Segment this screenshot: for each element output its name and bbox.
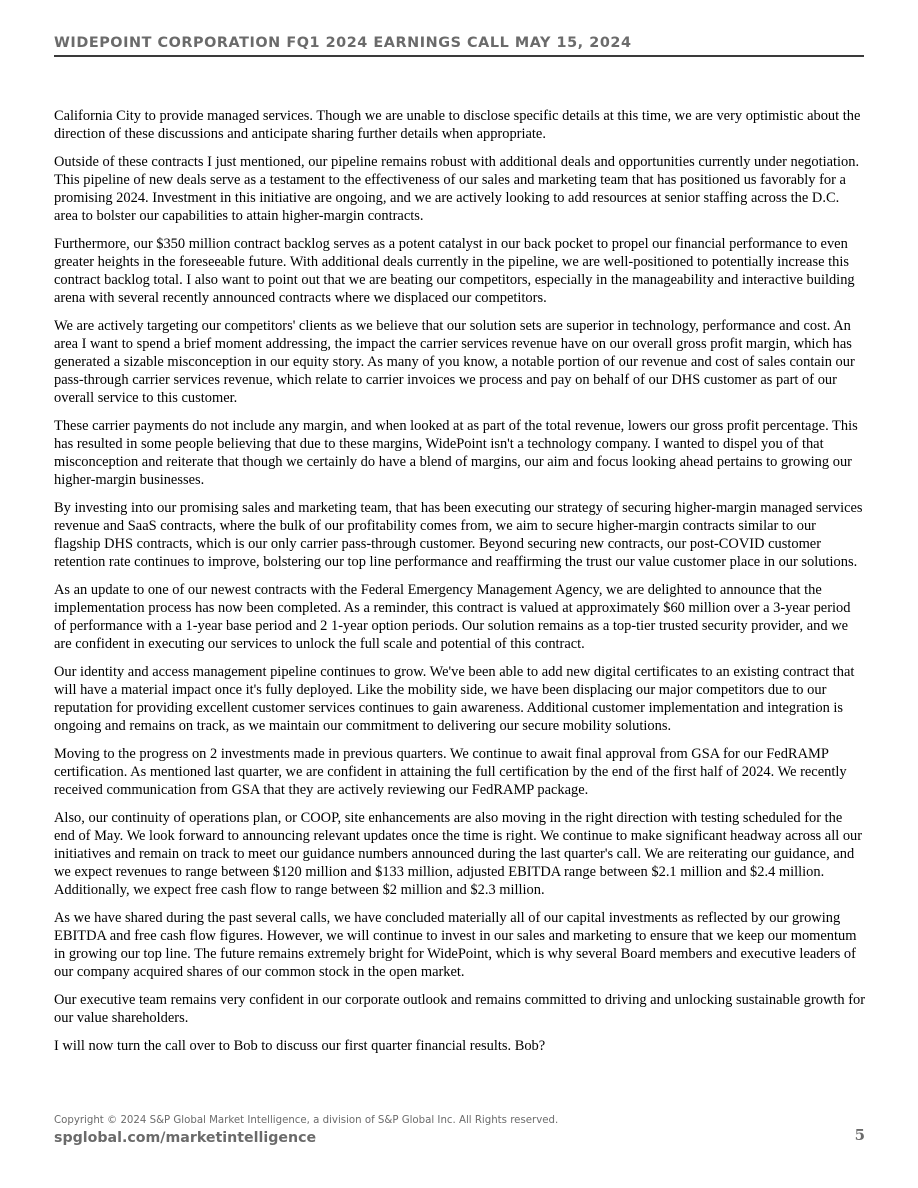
paragraph: As an update to one of our newest contracts with the Federal Emergency Management Agency, we are delighted to announce that the implementation process has now been completed. As a reminder, this contract is valued at approximately $60 million over a 3-year period of performance with a 1-year base period and 2 1-year option periods. Our solution remains as a top-tier trusted security provider, and we are confident in executing our services to unlock the full scale and potential of this contract.	[54, 582, 851, 652]
transcript-body	[54, 107, 866, 1065]
paragraph: Moving to the progress on 2 investments made in previous quarters. We continue to await final approval from GSA for our FedRAMP certification. As mentioned last quarter, we are confident in attaining the full certification by the end of the first half of 2024. We recently received communication from GSA that they are actively reviewing our FedRAMP package.	[54, 746, 847, 798]
paragraph: By investing into our promising sales and marketing team, that has been executing our strategy of securing higher-margin managed services revenue and SaaS contracts, where the bulk of our profitability comes from, we aim to secure higher-margin contracts similar to our flagship DHS contracts, which is our only carrier pass-through customer. Beyond securing new contracts, our post-COVID customer retention rate continues to improve, bolstering our top line performance and reaffirming the trust our value customer place in our solutions.	[54, 500, 863, 570]
paragraph: As we have shared during the past several calls, we have concluded materially all of our capital investments as reflected by our growing EBITDA and free cash flow figures. However, we will continue to invest in our sales and marketing to ensure that we keep our momentum in growing our top line. The future remains extremely bright for WidePoint, which is why several Board members and executive leaders of our company acquired shares of our common stock in the open market.	[54, 910, 857, 980]
document-title: WIDEPOINT CORPORATION FQ1 2024 EARNINGS CALL MAY 15, 2024	[54, 35, 632, 51]
page-number: 5	[854, 1126, 865, 1144]
paragraph: California City to provide managed services. Though we are unable to disclose specific details at this time, we are very optimistic about the direction of these discussions and anticipate sharing further details when appropriate.	[54, 108, 861, 142]
paragraph: Our executive team remains very confident in our corporate outlook and remains committed to driving and unlocking sustainable growth for our value shareholders.	[54, 992, 866, 1026]
paragraph: We are actively targeting our competitors' clients as we believe that our solution sets are superior in technology, performance and cost. An area I want to spend a brief moment addressing, the impact the carrier services revenue have on our overall gross profit margin, which has generated a sizable misconception in our equity story. As many of you know, a notable portion of our revenue and cost of sales contain our pass-through carrier services revenue, which relate to carrier invoices we process and pay on behalf of our DHS customer as part of our overall service to this customer.	[54, 318, 855, 406]
copyright-notice: Copyright © 2024 S&P Global Market Intelligence, a division of S&P Global Inc. All Rights reserved.	[54, 1115, 559, 1126]
paragraph: Outside of these contracts I just mentioned, our pipeline remains robust with additional deals and opportunities currently under negotiation. This pipeline of new deals serve as a testament to the effectiveness of our sales and marketing team that has positioned us favorably for a promising 2024. Investment in this initiative are ongoing, and we are actively looking to add resources at senior staffing across the D.C. area to bolster our capabilities to attain higher-margin contracts.	[54, 154, 860, 224]
paragraph: Our identity and access management pipeline continues to grow. We've been able to add new digital certificates to an existing contract that will have a material impact once it's fully deployed. Like the mobility side, we have been displacing our major competitors due to our reputation for providing excellent customer services continues to gain awareness. Additional customer implementation and integration is ongoing and remains on track, as we maintain our commitment to delivering our secure mobility solutions.	[54, 664, 855, 734]
page-header	[54, 33, 864, 57]
paragraph: I will now turn the call over to Bob to discuss our first quarter financial results. Bob?	[54, 1038, 546, 1054]
paragraph: Furthermore, our $350 million contract backlog serves as a potent catalyst in our back pocket to propel our financial performance to even greater heights in the foreseeable future. With additional deals currently in the pipeline, we are well-positioned to potentially increase this contract backlog total. I also want to point out that we are beating our competitors, especially in the manageability and interactive building arena with several recently announced contracts where we displaced our competitors.	[54, 236, 855, 306]
paragraph: Also, our continuity of operations plan, or COOP, site enhancements are also moving in the right direction with testing scheduled for the end of May. We look forward to announcing relevant updates once the time is right. We continue to make significant headway across all our initiatives and remain on track to meet our guidance numbers announced during the last quarter's call. We are reiterating our guidance, and we expect revenues to range between $120 million and $133 million, adjusted EBITDA range between $2.1 million and $2.4 million. Additionally, we expect free cash flow to range between $2 million and $2.3 million.	[54, 810, 863, 898]
footer-link[interactable]: spglobal.com/marketintelligence	[54, 1130, 317, 1146]
paragraph: These carrier payments do not include any margin, and when looked at as part of the total revenue, lowers our gross profit percentage. This has resulted in some people believing that due to these margins, WidePoint isn't a technology company. I wanted to dispel you of that misconception and reiterate that though we certainly do have a blend of margins, our aim and focus looking ahead pertains to growing our higher-margin businesses.	[54, 418, 858, 488]
